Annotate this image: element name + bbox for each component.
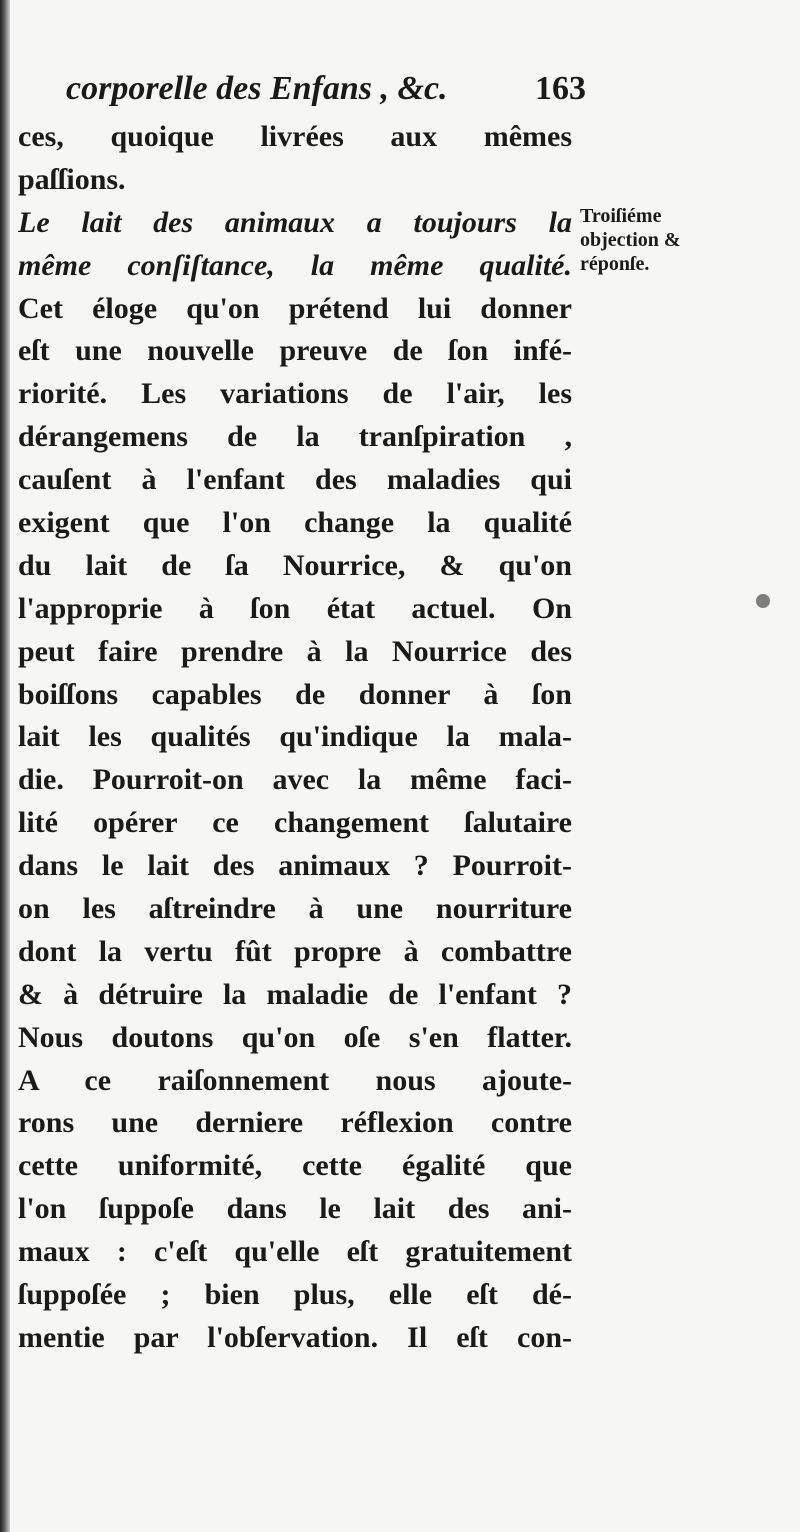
margin-note-line: réponſe. <box>580 253 650 275</box>
text-line: eſt une nouvelle preuve de ſon infé- <box>18 334 572 368</box>
text-line: peut faire prendre à la Nourrice des <box>18 634 572 668</box>
margin-note <box>580 204 740 276</box>
text-line: l'on ſuppoſe dans le lait des ani- <box>18 1192 572 1226</box>
text-line: exigent que l'on change la qualité <box>18 506 572 540</box>
page-gutter-shadow <box>0 0 10 1532</box>
text-line: dérangemens de la tranſpiration , <box>18 420 572 454</box>
text-line: rons une derniere réflexion contre <box>18 1106 572 1140</box>
margin-note-line: objection & <box>580 229 681 251</box>
text-line: ſuppoſée ; bien plus, elle eſt dé- <box>18 1278 572 1312</box>
text-line: cette uniformité, cette égalité que <box>18 1149 572 1183</box>
margin-note-line: Troiſiéme <box>580 205 662 227</box>
text-line: lité opérer ce changement ſalutaire <box>18 806 572 840</box>
running-header <box>66 68 586 110</box>
text-line: paſſions. <box>18 162 126 196</box>
text-line: Nous doutons qu'on oſe s'en flatter. <box>18 1020 572 1054</box>
text-line: dont la vertu fût propre à combattre <box>18 934 572 968</box>
text-line: die. Pourroit-on avec la même faci- <box>18 763 572 797</box>
text-line: lait les qualités qu'indique la mala- <box>18 720 572 754</box>
text-line: cauſent à l'enfant des maladies qui <box>18 463 572 497</box>
text-line: on les aſtreindre à une nourriture <box>18 892 572 926</box>
text-line: & à détruire la maladie de l'enfant ? <box>18 977 572 1011</box>
text-line: même conſiſtance, la même qualité. <box>18 248 572 282</box>
ink-stain <box>756 594 770 608</box>
text-line: dans le lait des animaux ? Pourroit- <box>18 849 572 883</box>
page-number: 163 <box>535 70 586 107</box>
running-title: corporelle des Enfans , &c. <box>66 70 448 107</box>
text-line: Cet éloge qu'on prétend lui donner <box>18 291 572 325</box>
text-line: maux : c'eſt qu'elle eſt gratuitement <box>18 1235 572 1269</box>
text-line: boiſſons capables de donner à ſon <box>18 677 572 711</box>
text-line: Le lait des animaux a toujours la <box>18 205 572 239</box>
text-line: riorité. Les variations de l'air, les <box>18 377 572 411</box>
text-line: l'approprie à ſon état actuel. On <box>18 591 572 625</box>
text-line: A ce raiſonnement nous ajoute- <box>18 1063 572 1097</box>
text-line: ces, quoique livrées aux mêmes <box>18 120 572 153</box>
body-text <box>18 116 572 1360</box>
text-line: du lait de ſa Nourrice, & qu'on <box>18 548 572 582</box>
text-line: mentie par l'obſervation. Il eſt con- <box>18 1320 572 1354</box>
